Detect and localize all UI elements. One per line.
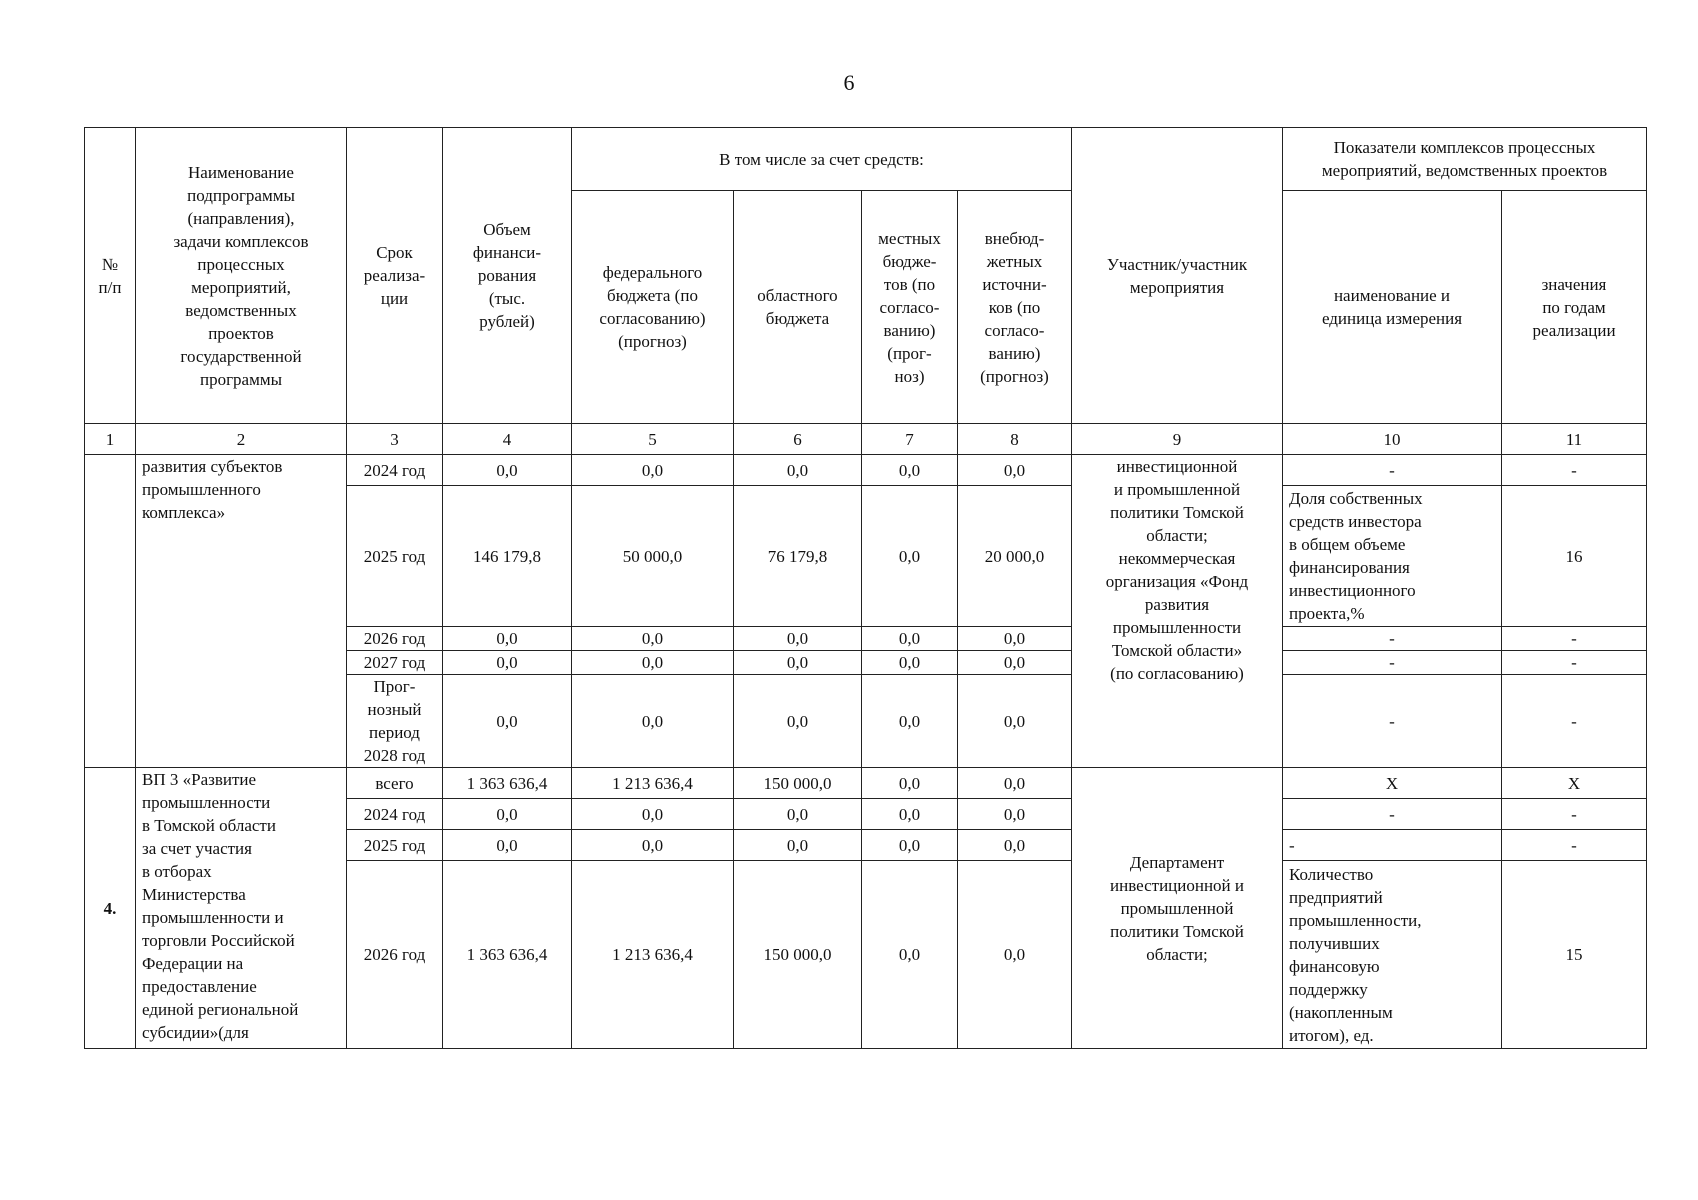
colnum: 5 — [572, 424, 734, 455]
indicator-name-cell: - — [1283, 830, 1502, 861]
colnum: 9 — [1072, 424, 1283, 455]
local-cell: 0,0 — [862, 627, 958, 651]
header-extra: внебюд- жетных источни- ков (по согласо- ванию) (прогноз) — [958, 191, 1072, 424]
participant-cell: Департамент инвестиционной и промышленной политики Томской области; — [1072, 768, 1283, 1049]
federal-cell: 0,0 — [572, 455, 734, 486]
volume-cell: 146 179,8 — [443, 486, 572, 627]
indicator-name-cell: - — [1283, 627, 1502, 651]
extra-cell: 0,0 — [958, 799, 1072, 830]
term-cell: 2026 год — [347, 861, 443, 1049]
regional-cell: 0,0 — [734, 830, 862, 861]
volume-cell: 0,0 — [443, 651, 572, 675]
header-participant: Участник/участник мероприятия — [1072, 128, 1283, 424]
column-numbers-row — [85, 424, 1647, 455]
indicator-name-cell: X — [1283, 768, 1502, 799]
header-term: Срок реализа- ции — [347, 128, 443, 424]
indicator-value-cell: - — [1502, 651, 1647, 675]
subprogram-name: развития субъектов промышленного комплекса» — [136, 455, 347, 768]
colnum: 11 — [1502, 424, 1647, 455]
colnum: 3 — [347, 424, 443, 455]
regional-cell: 0,0 — [734, 455, 862, 486]
extra-cell: 0,0 — [958, 651, 1072, 675]
extra-cell: 0,0 — [958, 768, 1072, 799]
regional-cell: 150 000,0 — [734, 768, 862, 799]
federal-cell: 1 213 636,4 — [572, 768, 734, 799]
colnum: 1 — [85, 424, 136, 455]
volume-cell: 0,0 — [443, 799, 572, 830]
local-cell: 0,0 — [862, 830, 958, 861]
volume-cell: 0,0 — [443, 455, 572, 486]
extra-cell: 0,0 — [958, 675, 1072, 768]
regional-cell: 0,0 — [734, 799, 862, 830]
row-number-empty — [85, 455, 136, 768]
volume-cell: 1 363 636,4 — [443, 861, 572, 1049]
indicator-value-cell: - — [1502, 830, 1647, 861]
extra-cell: 0,0 — [958, 627, 1072, 651]
indicator-value-cell: - — [1502, 675, 1647, 768]
local-cell: 0,0 — [862, 455, 958, 486]
page-number: 6 — [843, 70, 855, 95]
regional-cell: 0,0 — [734, 651, 862, 675]
indicator-name-cell: Количество предприятий промышленности, получивших финансовую поддержку (накопленным итогом), ед. — [1283, 861, 1502, 1049]
local-cell: 0,0 — [862, 486, 958, 627]
term-cell: 2024 год — [347, 799, 443, 830]
term-cell: Прог- нозный период 2028 год — [347, 675, 443, 768]
indicator-value-cell: - — [1502, 799, 1647, 830]
header-including-funds: В том числе за счет средств: — [572, 128, 1072, 191]
federal-cell: 0,0 — [572, 830, 734, 861]
participant-cell: инвестиционной и промышленной политики Томской области; некоммерческая организация «Фонд развития промышленности Томской области» (по согласованию) — [1072, 455, 1283, 768]
header-name: Наименование подпрограммы (направления), задачи комплексов процессных мероприятий, ведомственных проектов государственной программы — [136, 128, 347, 424]
header-local: местных бюдже- тов (по согласо- ванию) (прог- ноз) — [862, 191, 958, 424]
header-indicator-values: значения по годам реализации — [1502, 191, 1647, 424]
regional-cell: 150 000,0 — [734, 861, 862, 1049]
regional-cell: 0,0 — [734, 627, 862, 651]
local-cell: 0,0 — [862, 675, 958, 768]
indicator-name-cell: - — [1283, 651, 1502, 675]
volume-cell: 0,0 — [443, 830, 572, 861]
extra-cell: 0,0 — [958, 455, 1072, 486]
extra-cell: 0,0 — [958, 830, 1072, 861]
indicator-value-cell: X — [1502, 768, 1647, 799]
indicator-name-cell: - — [1283, 799, 1502, 830]
federal-cell: 1 213 636,4 — [572, 861, 734, 1049]
federal-cell: 0,0 — [572, 627, 734, 651]
colnum: 8 — [958, 424, 1072, 455]
local-cell: 0,0 — [862, 799, 958, 830]
indicator-name-cell: - — [1283, 455, 1502, 486]
indicator-name-cell: - — [1283, 675, 1502, 768]
indicator-value-cell: - — [1502, 627, 1647, 651]
subprogram-name: ВП 3 «Развитие промышленности в Томской области за счет участия в отборах Министерства промышленности и торговли Российской Федерации на предоставление единой региональной субсидии»(для — [136, 768, 347, 1049]
extra-cell: 0,0 — [958, 861, 1072, 1049]
header-indicator-name: наименование и единица измерения — [1283, 191, 1502, 424]
federal-cell: 0,0 — [572, 651, 734, 675]
federal-cell: 50 000,0 — [572, 486, 734, 627]
row-number: 4. — [85, 768, 136, 1049]
local-cell: 0,0 — [862, 651, 958, 675]
local-cell: 0,0 — [862, 861, 958, 1049]
federal-cell: 0,0 — [572, 799, 734, 830]
indicator-value-cell: - — [1502, 455, 1647, 486]
header-federal: федерального бюджета (по согласованию) (прогноз) — [572, 191, 734, 424]
indicator-name-cell: Доля собственных средств инвестора в общем объеме финансирования инвестиционного проекта,% — [1283, 486, 1502, 627]
term-cell: 2025 год — [347, 486, 443, 627]
colnum: 4 — [443, 424, 572, 455]
regional-cell: 76 179,8 — [734, 486, 862, 627]
table-row — [85, 455, 1647, 486]
volume-cell: 0,0 — [443, 675, 572, 768]
header-indicators: Показатели комплексов процессных мероприятий, ведомственных проектов — [1283, 128, 1647, 191]
term-cell: 2026 год — [347, 627, 443, 651]
header-regional: областного бюджета — [734, 191, 862, 424]
colnum: 10 — [1283, 424, 1502, 455]
indicator-value-cell: 15 — [1502, 861, 1647, 1049]
regional-cell: 0,0 — [734, 675, 862, 768]
extra-cell: 20 000,0 — [958, 486, 1072, 627]
colnum: 6 — [734, 424, 862, 455]
term-cell: 2027 год — [347, 651, 443, 675]
federal-cell: 0,0 — [572, 675, 734, 768]
volume-cell: 1 363 636,4 — [443, 768, 572, 799]
financing-table — [84, 127, 1647, 1049]
header-num: № п/п — [85, 128, 136, 424]
table-row — [85, 768, 1647, 799]
indicator-value-cell: 16 — [1502, 486, 1647, 627]
term-cell: 2025 год — [347, 830, 443, 861]
term-cell: всего — [347, 768, 443, 799]
colnum: 7 — [862, 424, 958, 455]
colnum: 2 — [136, 424, 347, 455]
volume-cell: 0,0 — [443, 627, 572, 651]
term-cell: 2024 год — [347, 455, 443, 486]
local-cell: 0,0 — [862, 768, 958, 799]
header-volume: Объем финанси- рования (тыс. рублей) — [443, 128, 572, 424]
